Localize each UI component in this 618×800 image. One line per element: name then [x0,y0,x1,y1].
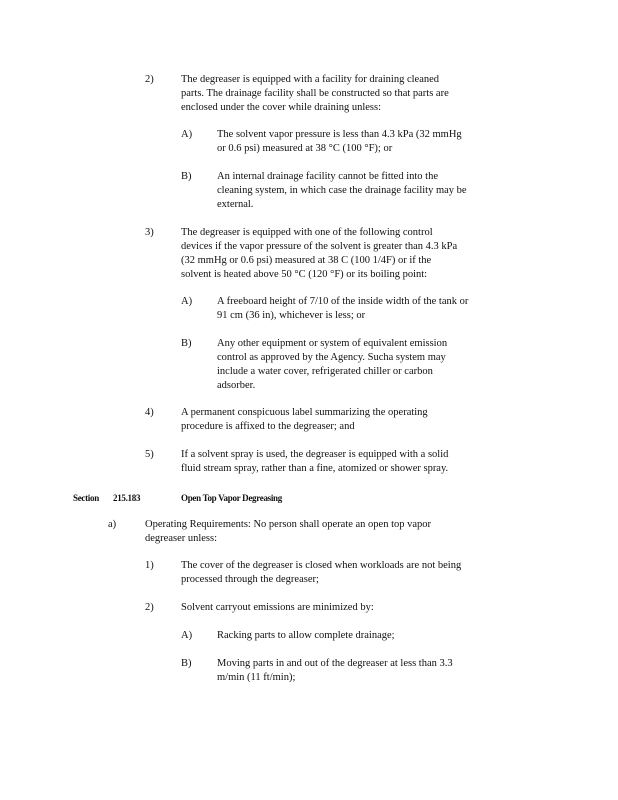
text-line: parts. The drainage facility shall be constructed so that parts are [181,88,449,99]
item-text [217,295,468,323]
text-line: The solvent vapor pressure is less than 4.3 kPa (32 mmHg [217,129,462,140]
text-line: Racking parts to allow complete drainage; [217,630,395,641]
item-text [217,337,447,393]
text-line: An internal drainage facility cannot be fitted into the [217,171,439,182]
section-title: Open Top Vapor Degreasing [181,493,282,503]
text-line: m/min (11 ft/min); [217,672,296,683]
item-number: a) [108,519,117,530]
item-text [217,128,462,156]
text-line: (32 mmHg or 0.6 psi) measured at 38 C (100 1/4F) or if the [181,255,432,266]
text-line: solvent is heated above 50 °C (120 °F) or its boiling point: [181,269,428,280]
text-line: procedure is affixed to the degreaser; and [181,421,355,432]
text-line: If a solvent spray is used, the degreaser is equipped with a solid [181,449,449,460]
text-line: The degreaser is equipped with one of the following control [181,227,433,238]
section-number: 215.183 [113,493,141,503]
text-line: Any other equipment or system of equivalent emission [217,338,448,349]
item-number: A) [181,129,193,140]
item-text [145,518,431,546]
item-number: 2) [145,602,154,613]
text-line: processed through the degreaser; [181,574,319,585]
item-text [181,601,374,615]
text-line: or 0.6 psi) measured at 38 °C (100 °F); or [217,143,393,154]
item-number: A) [181,296,193,307]
text-line: A freeboard height of 7/10 of the inside width of the tank or [217,296,469,307]
item-number: 1) [145,560,154,571]
text-line: The degreaser is equipped with a facility for draining cleaned [181,74,440,85]
item-number: B) [181,171,192,182]
text-line: The cover of the degreaser is closed when workloads are not being [181,560,462,571]
item-number: 5) [145,449,154,460]
text-line: degreaser unless: [145,533,218,544]
item-number: B) [181,338,192,349]
text-line: 91 cm (36 in), whichever is less; or [217,310,366,321]
text-line: A permanent conspicuous label summarizing the operating [181,407,428,418]
text-line: Solvent carryout emissions are minimized by: [181,602,374,613]
text-line: Operating Requirements: No person shall operate an open top vapor [145,519,432,530]
item-number: B) [181,658,192,669]
item-text [217,629,395,643]
item-text [217,657,453,685]
text-line: external. [217,199,254,210]
text-line: include a water cover, refrigerated chiller or carbon [217,366,433,377]
text-line: control as approved by the Agency. Sucha system may [217,352,446,363]
text-line: Moving parts in and out of the degreaser at less than 3.3 [217,658,453,669]
item-text [181,73,449,115]
text-line: fluid stream spray, rather than a fine, atomized or shower spray. [181,463,449,474]
text-line: cleaning system, in which case the drainage facility may be [217,185,467,196]
section-label: Section [73,493,99,503]
item-text [181,559,461,587]
item-number: A) [181,630,193,641]
item-number: 2) [145,74,154,85]
text-line: adsorber. [217,380,256,391]
item-text [181,406,428,434]
item-number: 3) [145,227,154,238]
text-line: enclosed under the cover while draining unless: [181,102,382,113]
item-text [181,448,448,476]
item-text [217,170,467,212]
item-text [181,226,457,282]
item-number: 4) [145,407,154,418]
text-line: devices if the vapor pressure of the solvent is greater than 4.3 kPa [181,241,458,252]
